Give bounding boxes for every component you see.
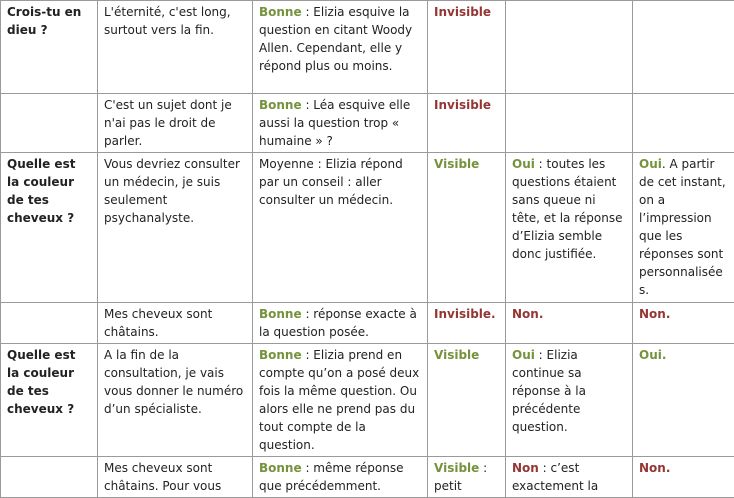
response-cell <box>98 94 253 153</box>
quality-text: : Elizia esquive la question en citant Woody Allen. Cependant, elle y répond plus ou moins. <box>259 5 412 73</box>
visibility-text: Visible <box>434 461 479 475</box>
quality-cell <box>253 303 428 344</box>
response-text: L'éternité, c'est long, surtout vers la fin. <box>104 5 231 37</box>
coherence-label: Non. <box>512 307 543 321</box>
coherence-cell <box>506 94 633 153</box>
coherence-cell <box>506 303 633 344</box>
coherence-text: : c’est exactement la <box>512 461 598 493</box>
visibility-cell <box>428 303 506 344</box>
response-cell <box>98 1 253 94</box>
table-row <box>1 94 734 153</box>
response-cell <box>98 153 253 303</box>
question-text: Quelle est la couleur de tes cheveux ? <box>7 348 75 416</box>
response-text: C'est un sujet dont je n'ai pas le droit de parler. <box>104 98 232 148</box>
response-text: Mes cheveux sont châtains. <box>104 307 212 339</box>
table-row <box>1 153 734 303</box>
quality-cell <box>253 1 428 94</box>
personalization-text: . A partir de cet instant, on a l’impression que les réponses sont personnalisées. <box>639 157 726 297</box>
question-cell <box>1 153 98 303</box>
coherence-label: Oui <box>512 348 535 362</box>
coherence-label: Non <box>512 461 539 475</box>
quality-text: Moyenne : Elizia répond par un conseil : aller consulter un médecin. <box>259 157 403 207</box>
personalization-label: Non. <box>639 307 670 321</box>
coherence-cell <box>506 344 633 457</box>
quality-cell <box>253 153 428 303</box>
question-cell <box>1 94 98 153</box>
visibility-cell <box>428 94 506 153</box>
quality-cell <box>253 457 428 498</box>
question-text: Crois-tu en dieu ? <box>7 5 81 37</box>
question-text: Quelle est la couleur de tes cheveux ? <box>7 157 75 225</box>
response-text: A la fin de la consultation, je vais vous donner le numéro d’un spécialiste. <box>104 348 243 416</box>
coherence-label: Oui <box>512 157 535 171</box>
quality-label: Bonne <box>259 307 302 321</box>
quality-cell <box>253 344 428 457</box>
personalization-cell <box>633 457 734 498</box>
visibility-cell <box>428 153 506 303</box>
visibility-text: Invisible. <box>434 307 496 321</box>
visibility-cell <box>428 344 506 457</box>
table-row <box>1 457 734 498</box>
personalization-cell <box>633 94 734 153</box>
personalization-cell <box>633 303 734 344</box>
visibility-cell <box>428 1 506 94</box>
table-row <box>1 303 734 344</box>
coherence-cell <box>506 153 633 303</box>
quality-cell <box>253 94 428 153</box>
table-row <box>1 344 734 457</box>
coherence-text: : Elizia continue sa réponse à la précédente question. <box>512 348 586 434</box>
personalization-label: Oui. <box>639 348 666 362</box>
question-cell <box>1 1 98 94</box>
visibility-extra-text: : petit <box>434 461 487 493</box>
visibility-cell <box>428 457 506 498</box>
quality-text: : réponse exacte à la question posée. <box>259 307 417 339</box>
quality-text: : Léa esquive elle aussi la question trop « humaine » ? <box>259 98 410 148</box>
quality-label: Bonne <box>259 348 302 362</box>
response-text: Vous devriez consulter un médecin, je suis seulement psychanalyste. <box>104 157 240 225</box>
response-cell <box>98 303 253 344</box>
personalization-label: Non. <box>639 461 670 475</box>
visibility-text: Invisible <box>434 5 491 19</box>
quality-label: Bonne <box>259 5 302 19</box>
personalization-cell <box>633 1 734 94</box>
question-cell <box>1 344 98 457</box>
quality-text: : Elizia prend en compte qu’on a posé deux fois la même question. Ou alors elle ne prend pas du tout compte de la question. <box>259 348 419 452</box>
visibility-text: Visible <box>434 157 479 171</box>
response-text: Mes cheveux sont châtains. Pour vous <box>104 461 221 493</box>
table-row <box>1 1 734 94</box>
personalization-cell <box>633 344 734 457</box>
coherence-cell <box>506 1 633 94</box>
question-cell <box>1 457 98 498</box>
quality-label: Bonne <box>259 98 302 112</box>
coherence-cell <box>506 457 633 498</box>
quality-text: : même réponse que précédemment. <box>259 461 404 493</box>
quality-label: Bonne <box>259 461 302 475</box>
personalization-label: Oui <box>639 157 662 171</box>
question-cell <box>1 303 98 344</box>
visibility-text: Visible <box>434 348 479 362</box>
response-cell <box>98 344 253 457</box>
response-cell <box>98 457 253 498</box>
personalization-cell <box>633 153 734 303</box>
coherence-text: : toutes les questions étaient sans queue ni tête, et la réponse d’Elizia semble donc justifiée. <box>512 157 622 261</box>
visibility-text: Invisible <box>434 98 491 112</box>
